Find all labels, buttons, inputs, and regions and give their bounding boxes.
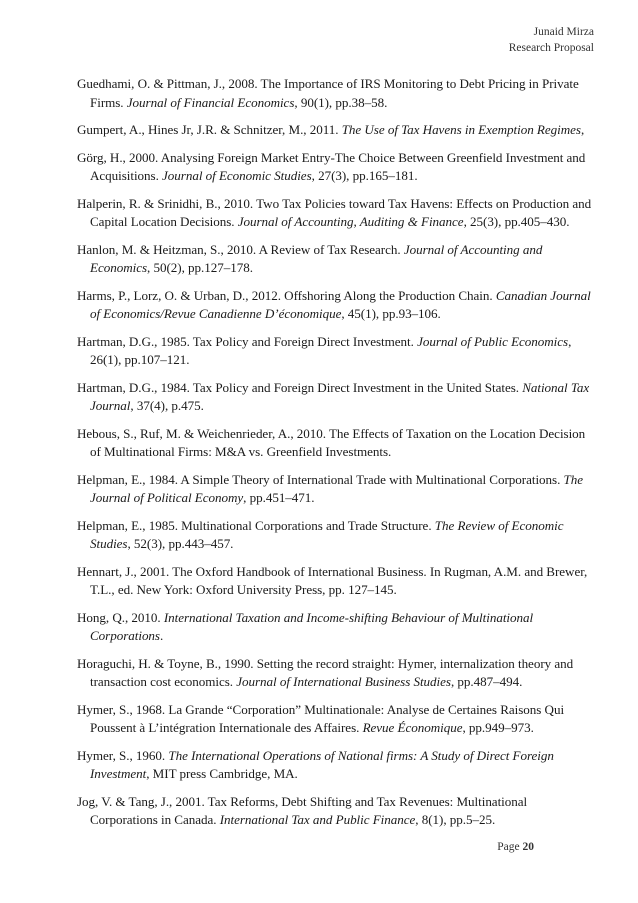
header-author: Junaid Mirza	[533, 26, 594, 38]
reference-source-title: Journal of Financial Economics	[126, 94, 295, 110]
reference-entry	[77, 747, 597, 784]
reference-source-title: Journal of International Business Studies	[236, 674, 451, 689]
reference-details: , 8(1), pp.5–25.	[415, 812, 496, 827]
page-label: Page	[497, 841, 520, 853]
reference-text: Harms, P., Lorz, O. & Urban, D., 2012. Offshoring Along the Production Chain.	[77, 287, 496, 303]
reference-text: Hennart, J., 2001. The Oxford Handbook of International Business. In Rugman, A.M. and Brewer, T.L., ed. New York: Oxford University Press, pp. 127–145.	[77, 563, 588, 597]
reference-entry	[77, 471, 597, 508]
reference-details: , pp.487–494.	[450, 674, 523, 689]
reference-source-title: Journal of Public Economics	[417, 333, 569, 349]
reference-details: , 27(3), pp.165–181.	[311, 168, 418, 183]
reference-entry	[77, 517, 597, 554]
reference-text: Hebous, S., Ruf, M. & Weichenrieder, A., 2010. The Effects of Taxation on the Location Decision of Multinational Firms: M&A vs. Greenfield Investments.	[77, 425, 586, 459]
reference-text: Hartman, D.G., 1984. Tax Policy and Foreign Direct Investment in the United States.	[77, 379, 523, 395]
reference-source-title: National Tax Journal	[90, 379, 590, 413]
reference-source-title: International Taxation and Income-shifting Behaviour of Multinational Corporations	[90, 609, 534, 643]
reference-details: ,	[580, 122, 585, 137]
reference-text: Helpman, E., 1985. Multinational Corporations and Trade Structure.	[77, 517, 435, 533]
reference-entry	[77, 701, 597, 738]
reference-entry	[77, 149, 597, 186]
reference-entry	[77, 241, 597, 278]
reference-source-title: The Use of Tax Havens in Exemption Regimes	[341, 122, 581, 137]
reference-details: , 52(3), pp.443–457.	[127, 536, 234, 551]
reference-details: , MIT press Cambridge, MA.	[146, 766, 298, 781]
reference-source-title: Journal of Economic Studies	[162, 168, 312, 183]
reference-text: Hymer, S., 1968. La Grande “Corporation” Multinationale: Analyse de Certaines Raisons Qui Poussent à L’intégration Internationale des Affaires.	[77, 701, 565, 735]
reference-details: , pp.949–973.	[462, 720, 534, 735]
reference-details: , 37(4), p.475.	[130, 398, 204, 413]
reference-text: Görg, H., 2000. Analysing Foreign Market Entry-The Choice Between Greenfield Investment and Acquisitions.	[77, 149, 586, 183]
reference-entry	[77, 793, 597, 830]
running-header	[509, 24, 594, 56]
reference-text: Helpman, E., 1984. A Simple Theory of International Trade with Multinational Corporations.	[77, 471, 564, 487]
reference-text: Jog, V. & Tang, J., 2001. Tax Reforms, Debt Shifting and Tax Revenues: Multinational Corporations in Canada.	[77, 793, 528, 827]
reference-entry	[77, 425, 597, 462]
page-number	[497, 841, 534, 853]
reference-source-title: The International Operations of National firms: A Study of Direct Foreign Investment	[90, 747, 554, 781]
reference-entry	[77, 195, 597, 232]
reference-list	[77, 75, 597, 839]
reference-text: Hymer, S., 1960.	[77, 747, 169, 763]
reference-entry	[77, 655, 597, 692]
reference-source-title: The Journal of Political Economy	[90, 471, 584, 505]
reference-entry	[77, 609, 597, 646]
reference-entry	[77, 379, 597, 416]
reference-source-title: International Tax and Public Finance	[219, 812, 416, 827]
reference-text: Horaguchi, H. & Toyne, B., 1990. Setting the record straight: Hymer, internalization theory and transaction cost economics.	[77, 655, 574, 689]
reference-source-title: Canadian Journal of Economics/Revue Canadienne D’économique	[90, 287, 591, 321]
reference-source-title: Journal of Accounting and Economics	[90, 241, 543, 275]
reference-entry	[77, 333, 597, 370]
reference-text: Hanlon, M. & Heitzman, S., 2010. A Review of Tax Research.	[77, 241, 404, 257]
reference-source-title: Journal of Accounting, Auditing & Finance	[237, 214, 464, 229]
reference-source-title: The Review of Economic Studies	[90, 517, 564, 551]
header-document-type: Research Proposal	[508, 42, 594, 54]
reference-entry	[77, 563, 597, 600]
reference-text: Hartman, D.G., 1985. Tax Policy and Foreign Direct Investment.	[77, 333, 418, 349]
reference-entry	[77, 287, 597, 324]
reference-text: Gumpert, A., Hines Jr, J.R. & Schnitzer, M., 2011.	[77, 122, 342, 137]
reference-text: Guedhami, O. & Pittman, J., 2008. The Importance of IRS Monitoring to Debt Pricing in Private Firms.	[77, 76, 579, 110]
reference-details: , 50(2), pp.127–178.	[147, 260, 253, 275]
page-number-value: 20	[522, 841, 534, 853]
reference-details: .	[159, 628, 164, 643]
reference-entry	[77, 75, 597, 112]
reference-details: , 45(1), pp.93–106.	[341, 306, 441, 321]
reference-text: Halperin, R. & Srinidhi, B., 2010. Two Tax Policies toward Tax Havens: Effects on Production and Capital Location Decisions.	[77, 195, 592, 229]
reference-details: , 25(3), pp.405–430.	[463, 214, 570, 229]
reference-details: , 90(1), pp.38–58.	[294, 94, 388, 110]
reference-details: , 26(1), pp.107–121.	[90, 333, 572, 367]
reference-text: Hong, Q., 2010.	[77, 609, 164, 625]
reference-details: , pp.451–471.	[243, 490, 315, 505]
reference-entry	[77, 121, 597, 140]
reference-source-title: Revue Économique	[362, 720, 463, 735]
